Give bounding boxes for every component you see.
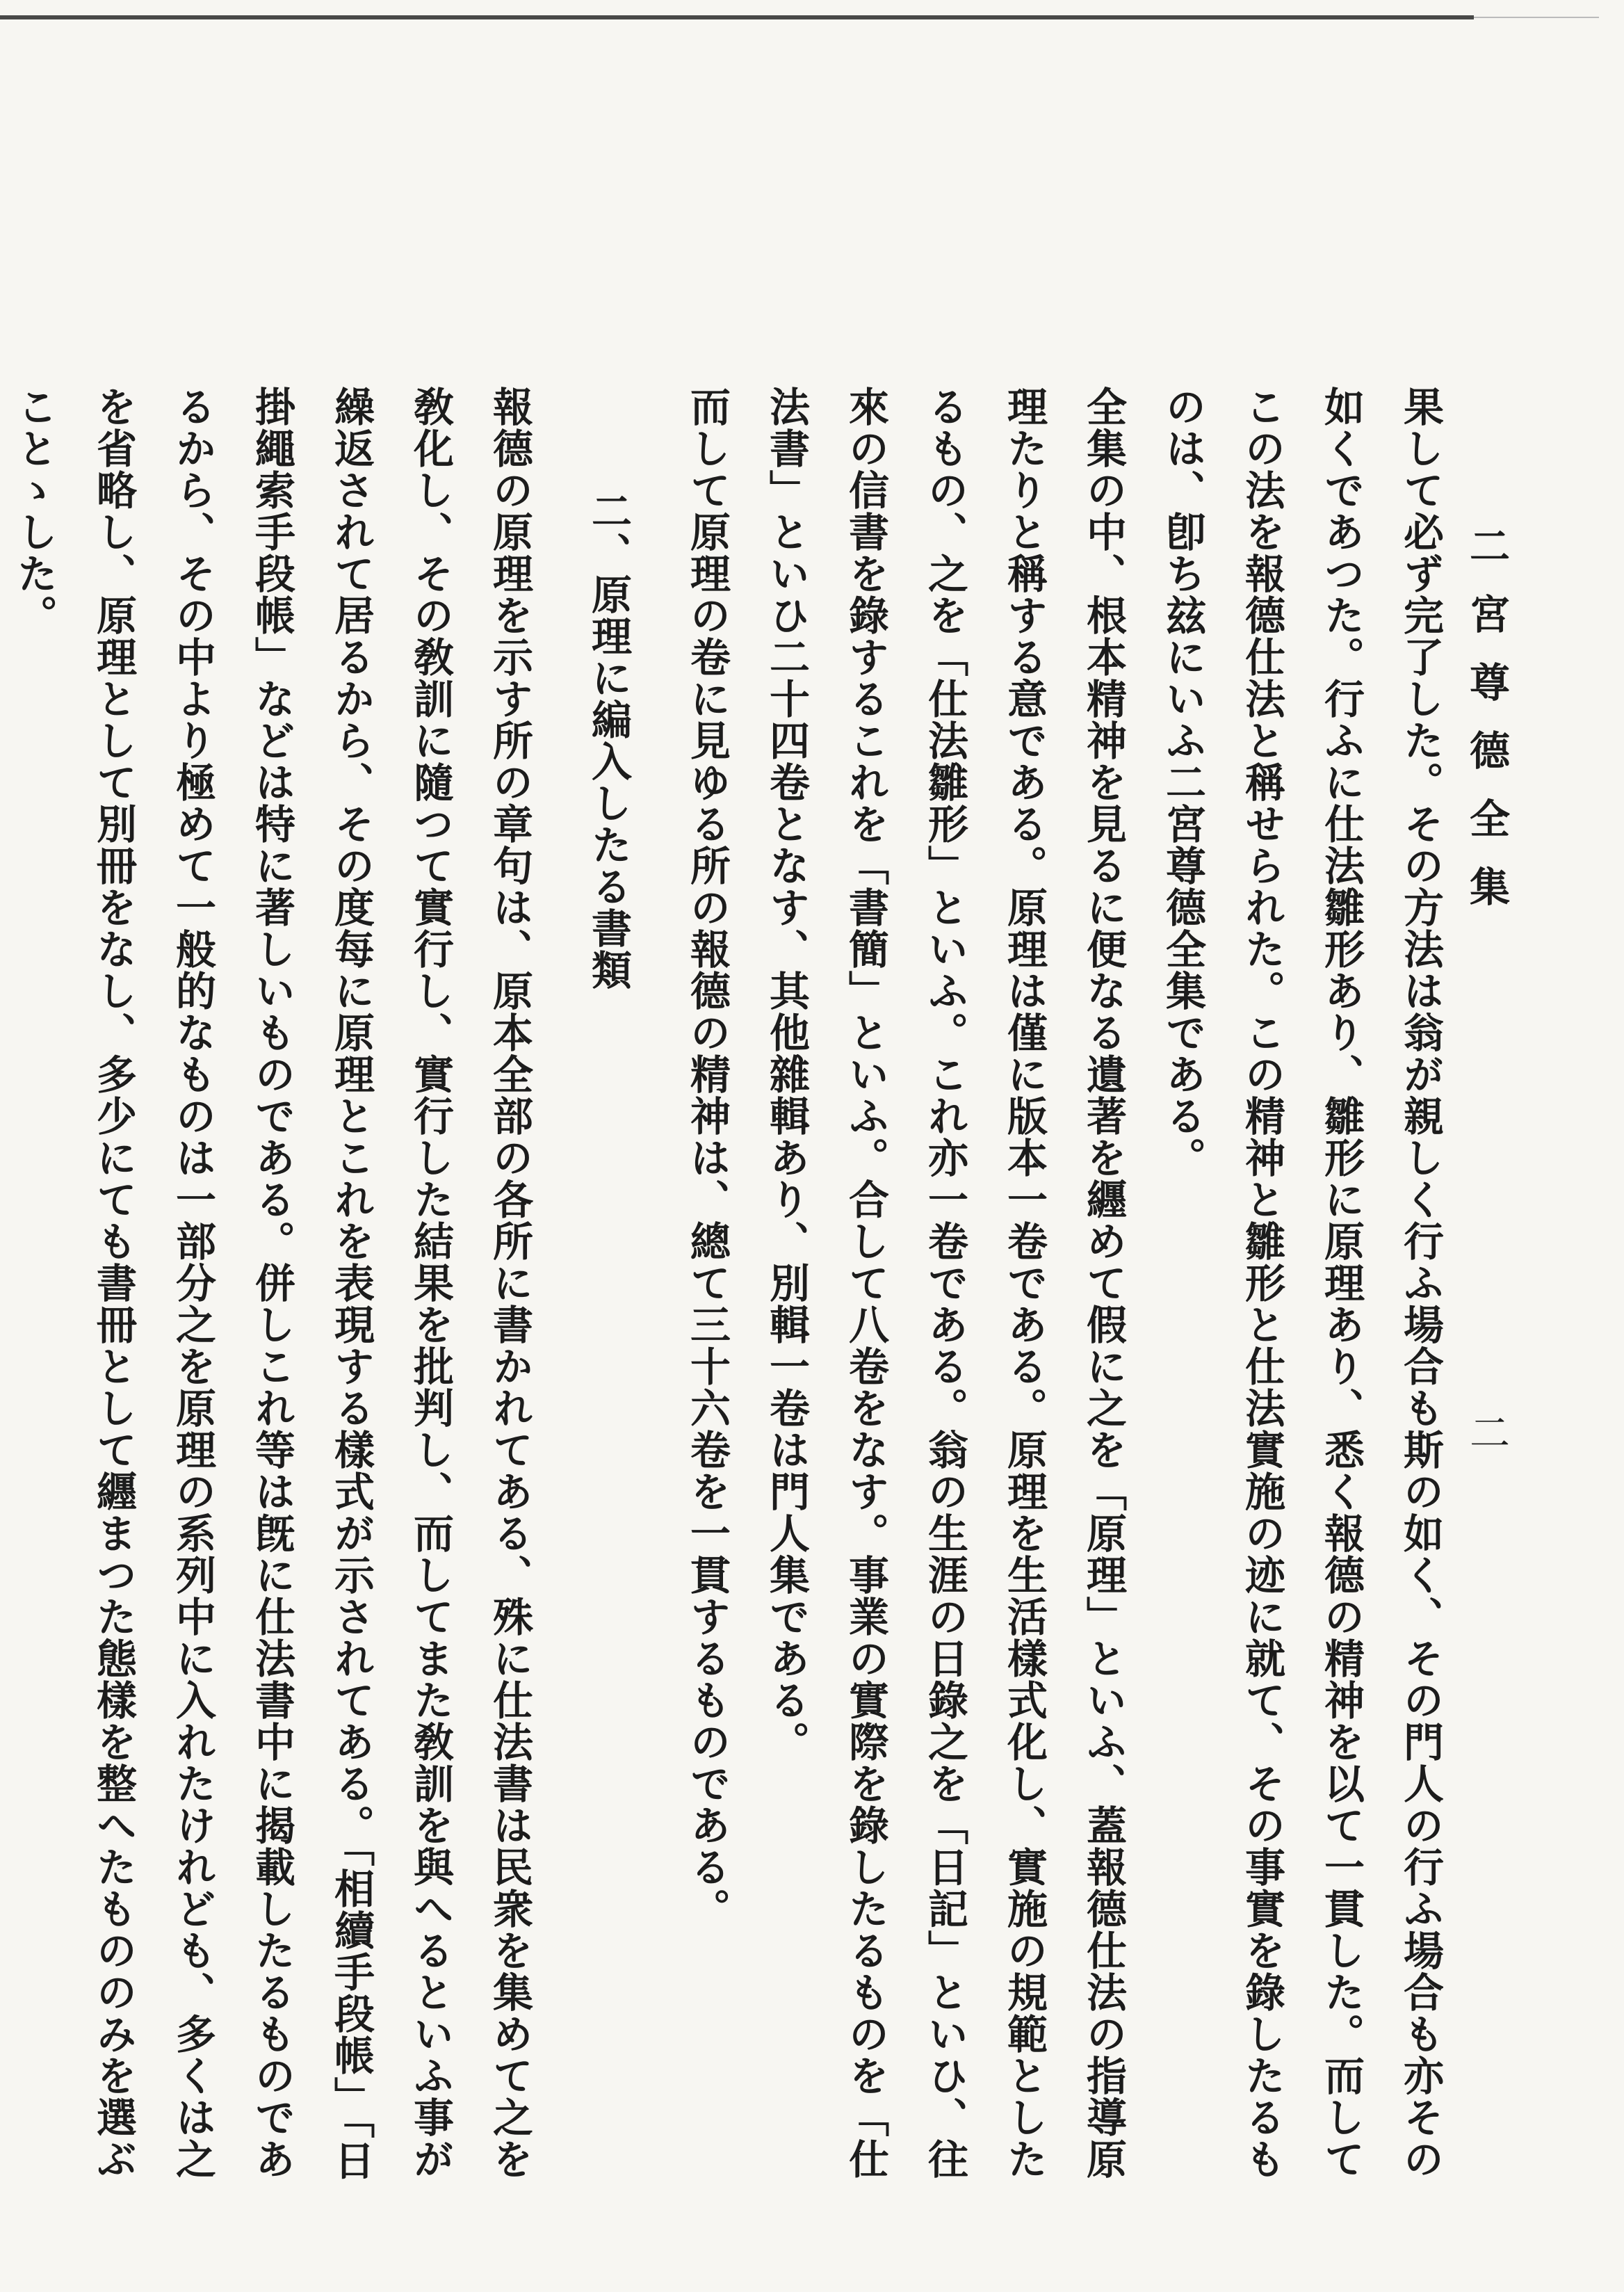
section-heading: 二、原理に編入したる書類	[585, 490, 632, 991]
body-text	[10, 386, 1460, 2194]
paragraph: 而して原理の卷に見ゆる所の報德の精神は、總て三十六卷を一貫するものである。	[683, 386, 731, 1930]
page-number: 二	[1463, 1412, 1510, 1452]
paragraph: 報德の原理を示す所の章句は、原本全部の各所に書かれてある、殊に仕法書は民衆を集めて之を敎化し、その敎訓に隨つて實行し、實行した結果を批判し、而してまた敎訓を與へるといふ事が繰返されて居るから、その度每に原理とこれを表現する樣式が示されてある。「相續手段帳」「日掛繩索手段帳」などは特に著しいものである。併しこれ等は旣に仕法書中に揭載したるものであるから、その中より極めて一般的なものは一部分之を原理の系列中に入れたけれども、多くは之を省略し、原理として別冊をなし、多少にても書冊として纒まつた態樣を整へたもののみを選ぶことゝした。	[10, 386, 533, 2181]
top-rule	[0, 15, 1474, 19]
top-rule-fade	[1474, 17, 1599, 18]
paragraph: 果して必ず完了した。その方法は翁が親しく行ふ場合も斯の如く、その門人の行ふ場合も亦その如くであつた。行ふに仕法雛形あり、雛形に原理あり、悉く報德の精神を以て一貫した。而してこの法を報德仕法と稱せられた。この精神と雛形と仕法實施の迹に就て、その事實を錄したるものは、卽ち玆にいふ二宮尊德全集である。	[1159, 386, 1444, 2180]
paragraph: 全集の中、根本精神を見るに便なる遺著を纒めて假に之を「原理」といふ、蓋報德仕法の指導原理たりと稱する意である。原理は僅に版本一卷である。原理を生活樣式化し、實施の規範としたるもの、之を「仕法雛形」といふ。これ亦一卷である。翁の生涯の日錄之を「日記」といひ、往來の信書を錄するこれを「書簡」といふ。合して八卷をなす。事業の實際を錄したるものを「仕法書」といひ二十四卷となす、其他雜輯あり、別輯一卷は門人集である。	[763, 386, 1127, 2180]
running-header: 二宮尊德全集	[1463, 525, 1510, 934]
